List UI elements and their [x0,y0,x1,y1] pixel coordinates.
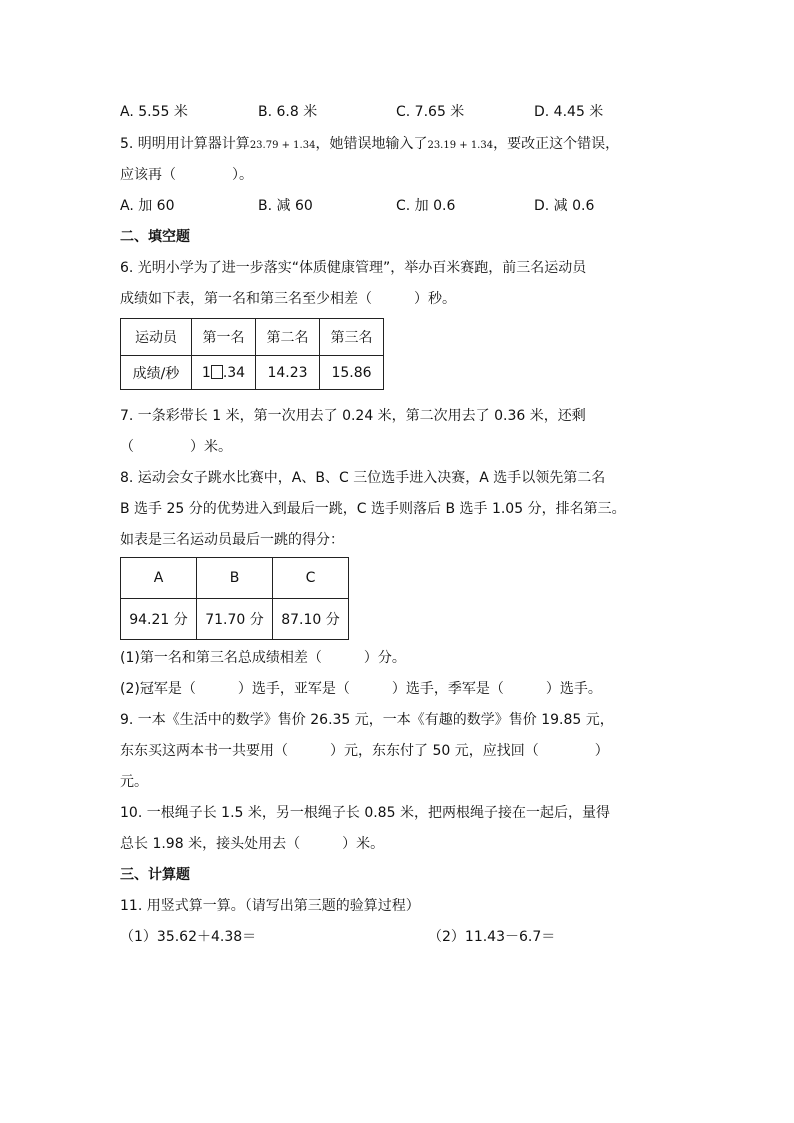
question-5-line-1 [120,135,619,155]
table-header: 第三名 [320,319,384,356]
question-11-sub-2: （2）11.43－6.7＝ [428,929,556,945]
table-header: 第二名 [256,319,320,356]
question-8-sub-1: (1)第一名和第三名总成绩相差（ ）分。 [120,650,406,666]
table-header: 运动员 [121,319,192,356]
section-heading: 二、填空题 [120,229,190,245]
option-b: B. 6.8 米 [258,104,318,120]
question-9-line-1: 9. 一本《生活中的数学》售价 26.35 元，一本《有趣的数学》售价 19.85 元， [120,712,614,728]
expression-wrong: 23.19 + 1.34 [427,140,494,151]
option-a: A. 加 60 [120,198,175,214]
expression-correct: 23.79 + 1.34 [249,140,316,151]
blank-box [211,365,223,379]
table-cell: 15.86 [320,356,384,390]
question-8-line-1: 8. 运动会女子跳水比赛中，A、B、C 三位选手进入决赛，A 选手以领先第二名 [120,470,606,486]
option-c: C. 加 0.6 [396,198,456,214]
question-text: ，她错误地输入了 [315,136,428,152]
table-row-label: 成绩/秒 [121,356,192,390]
question-8-line-2: B 选手 25 分的优势进入到最后一跳，C 选手则落后 B 选手 1.05 分，排名第三。 [120,501,626,517]
option-b: B. 减 60 [258,198,313,214]
table-cell: 14.23 [256,356,320,390]
table-header: A [121,558,197,599]
table-header: B [197,558,273,599]
table-cell: 1 .34 [192,356,256,390]
option-d: D. 减 0.6 [534,198,595,214]
question-9-line-2: 东东买这两本书一共要用（ ）元，东东付了 50 元，应找回（ ） [120,743,609,759]
question-5-line-2: 应该再（ ）。 [120,167,253,183]
scores-table [120,557,349,640]
question-8-line-3: 如表是三名运动员最后一跳的得分： [120,532,344,548]
table-header: C [273,558,349,599]
question-7-line-1: 7. 一条彩带长 1 米，第一次用去了 0.24 米，第二次用去了 0.36 米，还剩 [120,408,586,424]
question-11-line-1: 11. 用竖式算一算。（请写出第三题的验算过程） [120,898,420,914]
option-a: A. 5.55 米 [120,104,188,120]
table-header: 第一名 [192,319,256,356]
table-cell: 71.70 分 [197,599,273,640]
section-heading: 三、计算题 [120,867,190,883]
question-9-line-3: 元。 [120,774,148,790]
option-c: C. 7.65 米 [396,104,465,120]
option-d: D. 4.45 米 [534,104,604,120]
table-cell: 94.21 分 [121,599,197,640]
question-11-sub-1: （1）35.62＋4.38＝ [120,929,257,945]
question-6-line-1: 6. 光明小学为了进一步落实“体质健康管理”，举办百米赛跑，前三名运动员 [120,260,587,276]
question-text: ，要改正这个错误， [493,136,620,152]
question-6-line-2: 成绩如下表，第一名和第三名至少相差（ ）秒。 [120,291,456,307]
results-table [120,318,384,390]
table-cell: 87.10 分 [273,599,349,640]
question-text: 5. 明明用计算器计算 [120,136,250,152]
question-10-line-1: 10. 一根绳子长 1.5 米，另一根绳子长 0.85 米，把两根绳子接在一起后，量得 [120,805,610,821]
question-10-line-2: 总长 1.98 米，接头处用去（ ）米。 [120,836,385,852]
question-7-line-2: （ ）米。 [120,439,232,455]
question-8-sub-2: (2)冠军是（ ）选手，亚军是（ ）选手，季军是（ ）选手。 [120,681,602,697]
